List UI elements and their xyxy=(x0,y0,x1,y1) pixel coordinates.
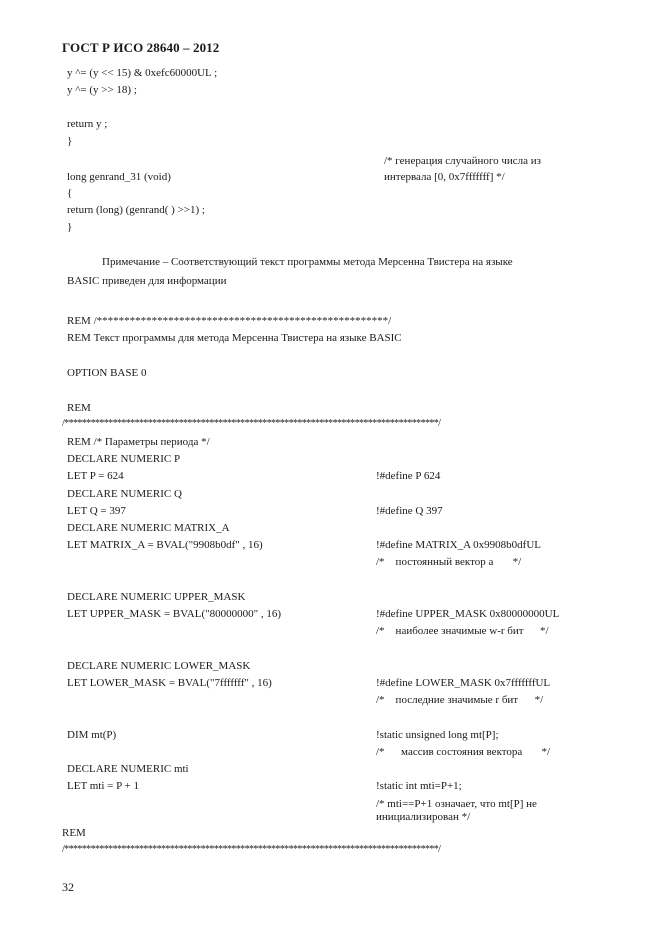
document-header: ГОСТ Р ИСО 28640 – 2012 xyxy=(62,40,220,55)
basic-comment: /* постоянный вектор a */ xyxy=(376,556,522,568)
basic-line: LET LOWER_MASK = BVAL("7fffffff" , 16) xyxy=(67,677,272,689)
code-comment: /* генерация случайного числа из xyxy=(384,155,541,167)
basic-comment: /* последние значимые r бит */ xyxy=(376,694,544,706)
basic-comment: !#define UPPER_MASK 0x80000000UL xyxy=(376,608,560,620)
basic-line: OPTION BASE 0 xyxy=(67,367,147,379)
basic-line: DECLARE NUMERIC mti xyxy=(67,763,189,775)
basic-separator: /*************************************************************************************/ xyxy=(62,418,441,429)
code-line: } xyxy=(67,221,73,233)
basic-line: DECLARE NUMERIC P xyxy=(67,453,181,465)
basic-line: DECLARE NUMERIC LOWER_MASK xyxy=(67,660,251,672)
code-line: return (long) (genrand( ) >>1) ; xyxy=(67,204,205,216)
code-line: } xyxy=(67,135,73,147)
code-line: { xyxy=(67,187,73,199)
code-line: long genrand_31 (void) xyxy=(67,171,171,183)
basic-line: LET Q = 397 xyxy=(67,505,126,517)
note-line: Примечание – Соответствующий текст программы метода Мерсенна Твистера на языке xyxy=(102,256,513,268)
basic-line: REM xyxy=(62,827,86,839)
basic-line: REM /*****************************************************/ xyxy=(67,315,392,327)
code-line: y ^= (y << 15) & 0xefc60000UL ; xyxy=(67,67,218,79)
basic-line: DECLARE NUMERIC MATRIX_A xyxy=(67,522,230,534)
basic-line: DECLARE NUMERIC Q xyxy=(67,488,182,500)
code-line: y ^= (y >> 18) ; xyxy=(67,84,137,96)
basic-comment: инициализирован */ xyxy=(376,811,471,823)
code-comment: интервала [0, 0x7fffffff] */ xyxy=(384,171,505,183)
basic-line: REM /* Параметры периода */ xyxy=(67,436,210,448)
basic-separator: /*************************************************************************************/ xyxy=(62,844,441,855)
basic-comment: /* наиболее значимые w-r бит */ xyxy=(376,625,549,637)
basic-comment: /* mti==P+1 означает, что mt[P] не xyxy=(376,798,537,810)
basic-comment: !static int mti=P+1; xyxy=(376,780,462,792)
basic-comment: !#define Q 397 xyxy=(376,505,443,517)
code-line: return y ; xyxy=(67,118,108,130)
note-line: BASIC приведен для информации xyxy=(67,275,227,287)
basic-line: LET MATRIX_A = BVAL("9908b0df" , 16) xyxy=(67,539,263,551)
basic-line: LET UPPER_MASK = BVAL("80000000" , 16) xyxy=(67,608,282,620)
basic-comment: /* массив состояния вектора */ xyxy=(376,746,551,758)
basic-line: LET P = 624 xyxy=(67,470,124,482)
basic-comment: !#define P 624 xyxy=(376,470,441,482)
basic-comment: !static unsigned long mt[P]; xyxy=(376,729,499,741)
basic-comment: !#define MATRIX_A 0x9908b0dfUL xyxy=(376,539,541,551)
basic-line: REM Текст программы для метода Мерсенна Твистера на языке BASIC xyxy=(67,332,402,344)
basic-line: DIM mt(P) xyxy=(67,729,117,741)
page-number: 32 xyxy=(62,880,74,894)
basic-comment: !#define LOWER_MASK 0x7fffffffUL xyxy=(376,677,551,689)
basic-line: REM xyxy=(67,402,91,414)
basic-line: LET mti = P + 1 xyxy=(67,780,139,792)
basic-line: DECLARE NUMERIC UPPER_MASK xyxy=(67,591,246,603)
